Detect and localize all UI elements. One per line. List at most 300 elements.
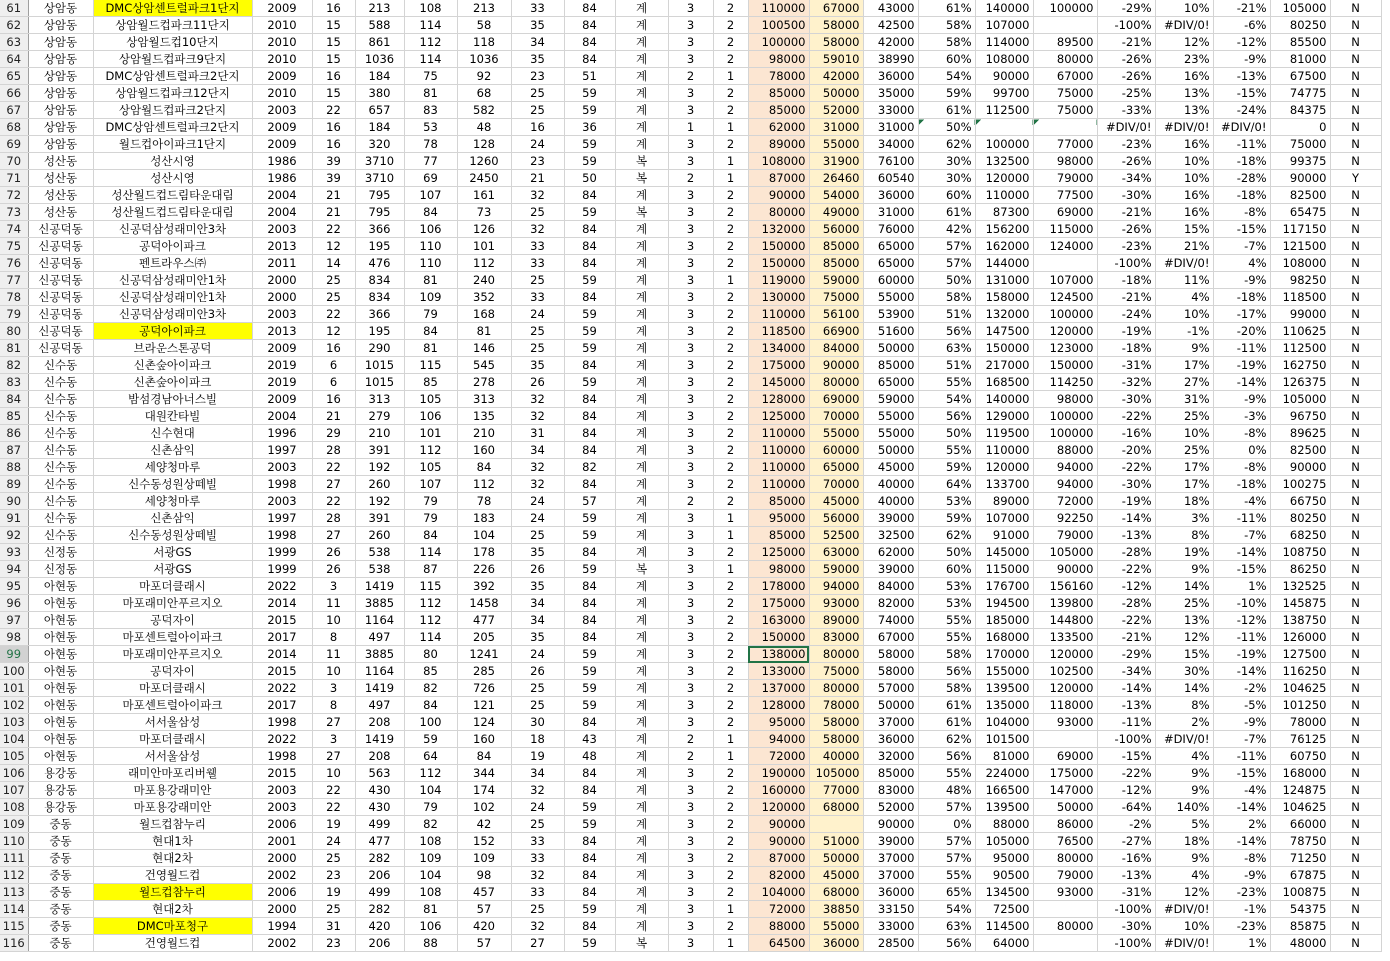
cell-r3[interactable]: 19% <box>1155 544 1213 561</box>
cell-age[interactable]: 23 <box>312 867 355 884</box>
row-header[interactable]: 97 <box>0 612 28 629</box>
cell-pyeong[interactable]: 128 <box>457 136 511 153</box>
cell-r2[interactable]: -64% <box>1097 799 1155 816</box>
cell-age[interactable]: 28 <box>312 510 355 527</box>
cell-baths[interactable]: 2 <box>713 323 748 340</box>
cell-kind[interactable]: 계 <box>615 425 668 442</box>
cell-r5[interactable]: 66750 <box>1270 493 1330 510</box>
cell-r5[interactable]: 96750 <box>1270 408 1330 425</box>
cell-pyeong[interactable]: 58 <box>457 17 511 34</box>
cell-r2[interactable]: -16% <box>1097 425 1155 442</box>
cell-p2[interactable]: 72000 <box>1033 493 1097 510</box>
cell-r2[interactable]: -24% <box>1097 306 1155 323</box>
cell-households[interactable]: 861 <box>355 34 404 51</box>
cell-p1[interactable]: 100000 <box>975 136 1033 153</box>
cell-r2[interactable]: -14% <box>1097 510 1155 527</box>
cell-kind[interactable]: 계 <box>615 850 668 867</box>
cell-area[interactable]: 85 <box>404 374 457 391</box>
cell-r2[interactable]: -19% <box>1097 323 1155 340</box>
cell-kind[interactable]: 계 <box>615 714 668 731</box>
cell-p2[interactable]: 120000 <box>1033 680 1097 697</box>
cell-kind[interactable]: 계 <box>615 765 668 782</box>
cell-households[interactable]: 795 <box>355 204 404 221</box>
cell-households[interactable]: 1015 <box>355 374 404 391</box>
cell-year[interactable]: 2010 <box>252 51 312 68</box>
cell-pyeong[interactable]: 146 <box>457 340 511 357</box>
cell-price_x[interactable]: 85000 <box>863 765 918 782</box>
cell-rate1[interactable]: 0% <box>918 816 975 833</box>
cell-r3[interactable]: #DIV/0! <box>1155 17 1213 34</box>
cell-r2[interactable]: -21% <box>1097 289 1155 306</box>
cell-price_mid[interactable]: 59000 <box>809 561 863 578</box>
cell-rate1[interactable]: 53% <box>918 493 975 510</box>
cell-r4[interactable]: -11% <box>1213 340 1270 357</box>
cell-type[interactable]: 84 <box>564 289 615 306</box>
cell-p1[interactable]: 120000 <box>975 170 1033 187</box>
cell-year[interactable]: 2013 <box>252 238 312 255</box>
cell-kind[interactable]: 계 <box>615 544 668 561</box>
cell-r3[interactable]: 11% <box>1155 272 1213 289</box>
cell-complex[interactable]: 상암월드컵파크12단지 <box>93 85 252 102</box>
cell-dong[interactable]: 신공덕동 <box>28 221 93 238</box>
cell-pyeong[interactable]: 2450 <box>457 170 511 187</box>
cell-pyeong[interactable]: 160 <box>457 731 511 748</box>
cell-baths[interactable]: 1 <box>713 935 748 952</box>
cell-p2[interactable]: 80000 <box>1033 850 1097 867</box>
cell-year[interactable]: 2009 <box>252 0 312 17</box>
cell-dong[interactable]: 성산동 <box>28 187 93 204</box>
cell-p2[interactable]: 79000 <box>1033 527 1097 544</box>
cell-price_x[interactable]: 39000 <box>863 561 918 578</box>
cell-rooms[interactable]: 3 <box>668 102 713 119</box>
cell-supply[interactable]: 35 <box>511 544 564 561</box>
cell-price_x[interactable]: 58000 <box>863 663 918 680</box>
cell-price_mid[interactable]: 42000 <box>809 68 863 85</box>
cell-p2[interactable]: 93000 <box>1033 714 1097 731</box>
cell-p1[interactable]: 132000 <box>975 306 1033 323</box>
cell-area[interactable]: 88 <box>404 935 457 952</box>
cell-price_x[interactable]: 60540 <box>863 170 918 187</box>
cell-complex[interactable]: 공덕자이 <box>93 663 252 680</box>
cell-year[interactable]: 1997 <box>252 442 312 459</box>
cell-price_low[interactable]: 163000 <box>748 612 809 629</box>
cell-supply[interactable]: 30 <box>511 714 564 731</box>
cell-price_low[interactable]: 178000 <box>748 578 809 595</box>
cell-type[interactable]: 59 <box>564 663 615 680</box>
cell-baths[interactable]: 2 <box>713 612 748 629</box>
cell-flag[interactable]: N <box>1330 340 1381 357</box>
cell-area[interactable]: 110 <box>404 238 457 255</box>
cell-baths[interactable]: 2 <box>713 833 748 850</box>
cell-r4[interactable]: -15% <box>1213 221 1270 238</box>
cell-baths[interactable]: 2 <box>713 799 748 816</box>
cell-supply[interactable]: 32 <box>511 459 564 476</box>
cell-households[interactable]: 795 <box>355 187 404 204</box>
cell-price_low[interactable]: 90000 <box>748 187 809 204</box>
cell-flag[interactable]: N <box>1330 459 1381 476</box>
cell-year[interactable]: 1998 <box>252 476 312 493</box>
cell-rate1[interactable]: 55% <box>918 374 975 391</box>
cell-baths[interactable]: 1 <box>713 119 748 136</box>
cell-area[interactable]: 82 <box>404 680 457 697</box>
cell-price_x[interactable]: 90000 <box>863 816 918 833</box>
cell-complex[interactable]: 신촌삼익 <box>93 510 252 527</box>
cell-baths[interactable]: 2 <box>713 0 748 17</box>
cell-flag[interactable]: N <box>1330 663 1381 680</box>
cell-complex[interactable]: DMC상암센트럴파크2단지 <box>93 119 252 136</box>
cell-households[interactable]: 3885 <box>355 646 404 663</box>
cell-kind[interactable]: 계 <box>615 272 668 289</box>
cell-kind[interactable]: 계 <box>615 646 668 663</box>
cell-price_low[interactable]: 90000 <box>748 816 809 833</box>
cell-age[interactable]: 10 <box>312 612 355 629</box>
cell-rooms[interactable]: 3 <box>668 680 713 697</box>
cell-baths[interactable]: 2 <box>713 782 748 799</box>
cell-r4[interactable]: -8% <box>1213 425 1270 442</box>
cell-area[interactable]: 112 <box>404 34 457 51</box>
cell-rate1[interactable]: 55% <box>918 612 975 629</box>
cell-supply[interactable]: 34 <box>511 612 564 629</box>
cell-baths[interactable]: 2 <box>713 85 748 102</box>
cell-price_low[interactable]: 160000 <box>748 782 809 799</box>
cell-p2[interactable]: 67000 <box>1033 68 1097 85</box>
cell-area[interactable]: 112 <box>404 765 457 782</box>
cell-pyeong[interactable]: 352 <box>457 289 511 306</box>
cell-baths[interactable]: 2 <box>713 102 748 119</box>
cell-dong[interactable]: 신정동 <box>28 544 93 561</box>
cell-flag[interactable]: N <box>1330 578 1381 595</box>
cell-baths[interactable]: 2 <box>713 629 748 646</box>
cell-price_x[interactable]: 42000 <box>863 34 918 51</box>
cell-year[interactable]: 2004 <box>252 187 312 204</box>
cell-r4[interactable]: -9% <box>1213 714 1270 731</box>
cell-price_mid[interactable]: 54000 <box>809 187 863 204</box>
cell-r3[interactable]: 25% <box>1155 442 1213 459</box>
cell-r4[interactable]: -5% <box>1213 697 1270 714</box>
cell-age[interactable]: 16 <box>312 136 355 153</box>
cell-pyeong[interactable]: 73 <box>457 204 511 221</box>
cell-rate1[interactable]: 30% <box>918 170 975 187</box>
cell-p2[interactable]: 100000 <box>1033 306 1097 323</box>
cell-price_mid[interactable]: 56100 <box>809 306 863 323</box>
cell-rooms[interactable]: 3 <box>668 340 713 357</box>
cell-area[interactable]: 106 <box>404 221 457 238</box>
cell-dong[interactable]: 중동 <box>28 833 93 850</box>
cell-price_mid[interactable]: 45000 <box>809 867 863 884</box>
cell-supply[interactable]: 24 <box>511 493 564 510</box>
cell-price_mid[interactable]: 50000 <box>809 85 863 102</box>
cell-dong[interactable]: 신수동 <box>28 442 93 459</box>
cell-r4[interactable]: -18% <box>1213 153 1270 170</box>
cell-dong[interactable]: 신공덕동 <box>28 238 93 255</box>
cell-flag[interactable]: N <box>1330 884 1381 901</box>
cell-rooms[interactable]: 3 <box>668 17 713 34</box>
cell-area[interactable]: 101 <box>404 425 457 442</box>
cell-p1[interactable]: 140000 <box>975 391 1033 408</box>
cell-households[interactable]: 477 <box>355 833 404 850</box>
cell-r3[interactable]: 13% <box>1155 85 1213 102</box>
cell-r4[interactable]: -9% <box>1213 867 1270 884</box>
cell-complex[interactable]: 상암월드컵파크9단지 <box>93 51 252 68</box>
cell-dong[interactable]: 신정동 <box>28 561 93 578</box>
cell-pyeong[interactable]: 1241 <box>457 646 511 663</box>
cell-r5[interactable]: 105000 <box>1270 391 1330 408</box>
cell-kind[interactable]: 계 <box>615 255 668 272</box>
cell-p1[interactable] <box>975 119 1033 136</box>
cell-area[interactable]: 85 <box>404 663 457 680</box>
cell-price_low[interactable]: 132000 <box>748 221 809 238</box>
cell-r5[interactable]: 145875 <box>1270 595 1330 612</box>
cell-baths[interactable]: 2 <box>713 442 748 459</box>
cell-p1[interactable]: 110000 <box>975 442 1033 459</box>
cell-baths[interactable]: 1 <box>713 510 748 527</box>
row-header[interactable]: 66 <box>0 85 28 102</box>
cell-r2[interactable]: -11% <box>1097 714 1155 731</box>
cell-rate1[interactable]: 57% <box>918 850 975 867</box>
cell-rate1[interactable]: 42% <box>918 221 975 238</box>
cell-age[interactable]: 29 <box>312 425 355 442</box>
cell-price_low[interactable]: 138000 <box>748 646 809 663</box>
cell-supply[interactable]: 35 <box>511 578 564 595</box>
cell-baths[interactable]: 2 <box>713 221 748 238</box>
cell-pyeong[interactable]: 226 <box>457 561 511 578</box>
cell-area[interactable]: 53 <box>404 119 457 136</box>
row-header[interactable]: 77 <box>0 272 28 289</box>
cell-baths[interactable]: 1 <box>713 561 748 578</box>
row-header[interactable]: 76 <box>0 255 28 272</box>
cell-baths[interactable]: 2 <box>713 714 748 731</box>
cell-type[interactable]: 84 <box>564 476 615 493</box>
cell-p2[interactable]: 86000 <box>1033 816 1097 833</box>
cell-year[interactable]: 1996 <box>252 425 312 442</box>
cell-baths[interactable]: 2 <box>713 340 748 357</box>
cell-r4[interactable]: -1% <box>1213 901 1270 918</box>
cell-r2[interactable]: -34% <box>1097 170 1155 187</box>
cell-rooms[interactable]: 3 <box>668 0 713 17</box>
cell-supply[interactable]: 25 <box>511 272 564 289</box>
cell-rooms[interactable]: 3 <box>668 663 713 680</box>
cell-rate1[interactable]: 51% <box>918 357 975 374</box>
cell-r5[interactable]: 117150 <box>1270 221 1330 238</box>
cell-r3[interactable]: 10% <box>1155 170 1213 187</box>
cell-rooms[interactable]: 2 <box>668 68 713 85</box>
cell-p2[interactable]: 88000 <box>1033 442 1097 459</box>
cell-r4[interactable]: -20% <box>1213 323 1270 340</box>
cell-kind[interactable]: 계 <box>615 510 668 527</box>
cell-type[interactable]: 82 <box>564 459 615 476</box>
cell-p2[interactable] <box>1033 901 1097 918</box>
cell-age[interactable]: 26 <box>312 561 355 578</box>
cell-r5[interactable]: 90000 <box>1270 170 1330 187</box>
cell-r2[interactable]: -12% <box>1097 578 1155 595</box>
cell-dong[interactable]: 신수동 <box>28 357 93 374</box>
cell-price_low[interactable]: 78000 <box>748 68 809 85</box>
cell-r3[interactable]: 9% <box>1155 782 1213 799</box>
cell-price_low[interactable]: 137000 <box>748 680 809 697</box>
cell-type[interactable]: 59 <box>564 374 615 391</box>
cell-complex[interactable]: 공덕자이 <box>93 612 252 629</box>
cell-complex[interactable]: 신촌삼익 <box>93 442 252 459</box>
cell-r3[interactable]: 10% <box>1155 153 1213 170</box>
cell-type[interactable]: 84 <box>564 408 615 425</box>
cell-flag[interactable]: N <box>1330 544 1381 561</box>
cell-flag[interactable]: N <box>1330 323 1381 340</box>
cell-price_x[interactable]: 36000 <box>863 68 918 85</box>
cell-flag[interactable]: N <box>1330 748 1381 765</box>
cell-pyeong[interactable]: 109 <box>457 850 511 867</box>
cell-baths[interactable]: 1 <box>713 170 748 187</box>
cell-rate1[interactable]: 56% <box>918 663 975 680</box>
cell-p1[interactable]: 112500 <box>975 102 1033 119</box>
cell-price_low[interactable]: 85000 <box>748 527 809 544</box>
cell-baths[interactable]: 2 <box>713 255 748 272</box>
cell-dong[interactable]: 성산동 <box>28 153 93 170</box>
cell-rate1[interactable]: 61% <box>918 204 975 221</box>
cell-rooms[interactable]: 3 <box>668 782 713 799</box>
cell-r5[interactable]: 121500 <box>1270 238 1330 255</box>
cell-pyeong[interactable]: 152 <box>457 833 511 850</box>
cell-pyeong[interactable]: 42 <box>457 816 511 833</box>
cell-dong[interactable]: 아현동 <box>28 748 93 765</box>
cell-baths[interactable]: 2 <box>713 646 748 663</box>
cell-rate1[interactable]: 62% <box>918 136 975 153</box>
cell-p2[interactable]: 144800 <box>1033 612 1097 629</box>
cell-r3[interactable]: #DIV/0! <box>1155 119 1213 136</box>
cell-p1[interactable]: 168500 <box>975 374 1033 391</box>
cell-age[interactable]: 10 <box>312 765 355 782</box>
cell-price_mid[interactable]: 80000 <box>809 374 863 391</box>
cell-pyeong[interactable]: 1260 <box>457 153 511 170</box>
cell-type[interactable]: 84 <box>564 17 615 34</box>
cell-flag[interactable]: N <box>1330 850 1381 867</box>
cell-rooms[interactable]: 3 <box>668 238 713 255</box>
cell-r4[interactable]: -15% <box>1213 561 1270 578</box>
cell-flag[interactable]: N <box>1330 204 1381 221</box>
cell-price_mid[interactable]: 80000 <box>809 680 863 697</box>
cell-p2[interactable]: 79000 <box>1033 170 1097 187</box>
cell-households[interactable]: 391 <box>355 510 404 527</box>
cell-p1[interactable]: 150000 <box>975 340 1033 357</box>
cell-area[interactable]: 84 <box>404 527 457 544</box>
cell-p2[interactable]: 93000 <box>1033 884 1097 901</box>
row-header[interactable]: 81 <box>0 340 28 357</box>
cell-price_low[interactable]: 133000 <box>748 663 809 680</box>
cell-p1[interactable]: 120000 <box>975 459 1033 476</box>
cell-age[interactable]: 22 <box>312 799 355 816</box>
cell-r5[interactable]: 48000 <box>1270 935 1330 952</box>
cell-area[interactable]: 112 <box>404 612 457 629</box>
cell-households[interactable]: 430 <box>355 782 404 799</box>
cell-r4[interactable]: -15% <box>1213 765 1270 782</box>
cell-age[interactable]: 21 <box>312 204 355 221</box>
cell-area[interactable]: 107 <box>404 476 457 493</box>
cell-area[interactable]: 112 <box>404 442 457 459</box>
cell-price_x[interactable]: 40000 <box>863 493 918 510</box>
cell-households[interactable]: 260 <box>355 527 404 544</box>
cell-p2[interactable]: 114250 <box>1033 374 1097 391</box>
cell-rooms[interactable]: 3 <box>668 612 713 629</box>
cell-dong[interactable]: 상암동 <box>28 136 93 153</box>
cell-price_x[interactable]: 35000 <box>863 85 918 102</box>
cell-rate1[interactable]: 65% <box>918 884 975 901</box>
cell-r2[interactable]: -22% <box>1097 765 1155 782</box>
cell-age[interactable]: 25 <box>312 289 355 306</box>
cell-age[interactable]: 39 <box>312 153 355 170</box>
cell-age[interactable]: 15 <box>312 17 355 34</box>
cell-year[interactable]: 2009 <box>252 68 312 85</box>
cell-dong[interactable]: 신공덕동 <box>28 323 93 340</box>
cell-r4[interactable]: 1% <box>1213 578 1270 595</box>
cell-baths[interactable]: 2 <box>713 136 748 153</box>
cell-households[interactable]: 290 <box>355 340 404 357</box>
cell-p2[interactable]: 75000 <box>1033 102 1097 119</box>
cell-kind[interactable]: 복 <box>615 153 668 170</box>
cell-r5[interactable]: 90000 <box>1270 459 1330 476</box>
cell-p2[interactable]: 90000 <box>1033 561 1097 578</box>
cell-dong[interactable]: 아현동 <box>28 680 93 697</box>
row-header[interactable]: 82 <box>0 357 28 374</box>
cell-price_x[interactable]: 28500 <box>863 935 918 952</box>
cell-p1[interactable]: 95000 <box>975 850 1033 867</box>
cell-households[interactable]: 320 <box>355 136 404 153</box>
cell-r4[interactable]: -8% <box>1213 459 1270 476</box>
cell-supply[interactable]: 32 <box>511 476 564 493</box>
cell-type[interactable]: 59 <box>564 306 615 323</box>
cell-price_x[interactable]: 50000 <box>863 442 918 459</box>
cell-area[interactable]: 87 <box>404 561 457 578</box>
cell-p1[interactable]: 139500 <box>975 799 1033 816</box>
row-header[interactable]: 73 <box>0 204 28 221</box>
cell-price_mid[interactable]: 45000 <box>809 493 863 510</box>
cell-flag[interactable]: N <box>1330 595 1381 612</box>
cell-r3[interactable]: #DIV/0! <box>1155 255 1213 272</box>
cell-p1[interactable]: 139500 <box>975 680 1033 697</box>
cell-age[interactable]: 8 <box>312 697 355 714</box>
cell-complex[interactable]: 세양청마루 <box>93 459 252 476</box>
cell-price_x[interactable]: 37000 <box>863 850 918 867</box>
cell-kind[interactable]: 계 <box>615 391 668 408</box>
cell-age[interactable]: 23 <box>312 935 355 952</box>
cell-price_mid[interactable] <box>809 816 863 833</box>
cell-price_x[interactable]: 39000 <box>863 833 918 850</box>
cell-year[interactable]: 1999 <box>252 561 312 578</box>
cell-supply[interactable]: 33 <box>511 833 564 850</box>
cell-area[interactable]: 114 <box>404 51 457 68</box>
cell-flag[interactable]: N <box>1330 680 1381 697</box>
cell-p1[interactable]: 194500 <box>975 595 1033 612</box>
cell-supply[interactable]: 32 <box>511 187 564 204</box>
cell-pyeong[interactable]: 545 <box>457 357 511 374</box>
cell-rate1[interactable]: 61% <box>918 714 975 731</box>
row-header[interactable]: 65 <box>0 68 28 85</box>
cell-age[interactable]: 19 <box>312 816 355 833</box>
cell-r2[interactable]: -22% <box>1097 612 1155 629</box>
cell-area[interactable]: 100 <box>404 714 457 731</box>
cell-year[interactable]: 2014 <box>252 595 312 612</box>
cell-r4[interactable]: -14% <box>1213 663 1270 680</box>
cell-type[interactable]: 59 <box>564 204 615 221</box>
cell-price_low[interactable]: 128000 <box>748 697 809 714</box>
cell-rooms[interactable]: 3 <box>668 476 713 493</box>
cell-flag[interactable]: N <box>1330 119 1381 136</box>
cell-kind[interactable]: 계 <box>615 816 668 833</box>
cell-year[interactable]: 2009 <box>252 391 312 408</box>
cell-r5[interactable]: 99000 <box>1270 306 1330 323</box>
cell-flag[interactable]: N <box>1330 272 1381 289</box>
cell-complex[interactable]: 대원칸타빌 <box>93 408 252 425</box>
cell-baths[interactable]: 1 <box>713 153 748 170</box>
cell-r2[interactable]: -32% <box>1097 374 1155 391</box>
